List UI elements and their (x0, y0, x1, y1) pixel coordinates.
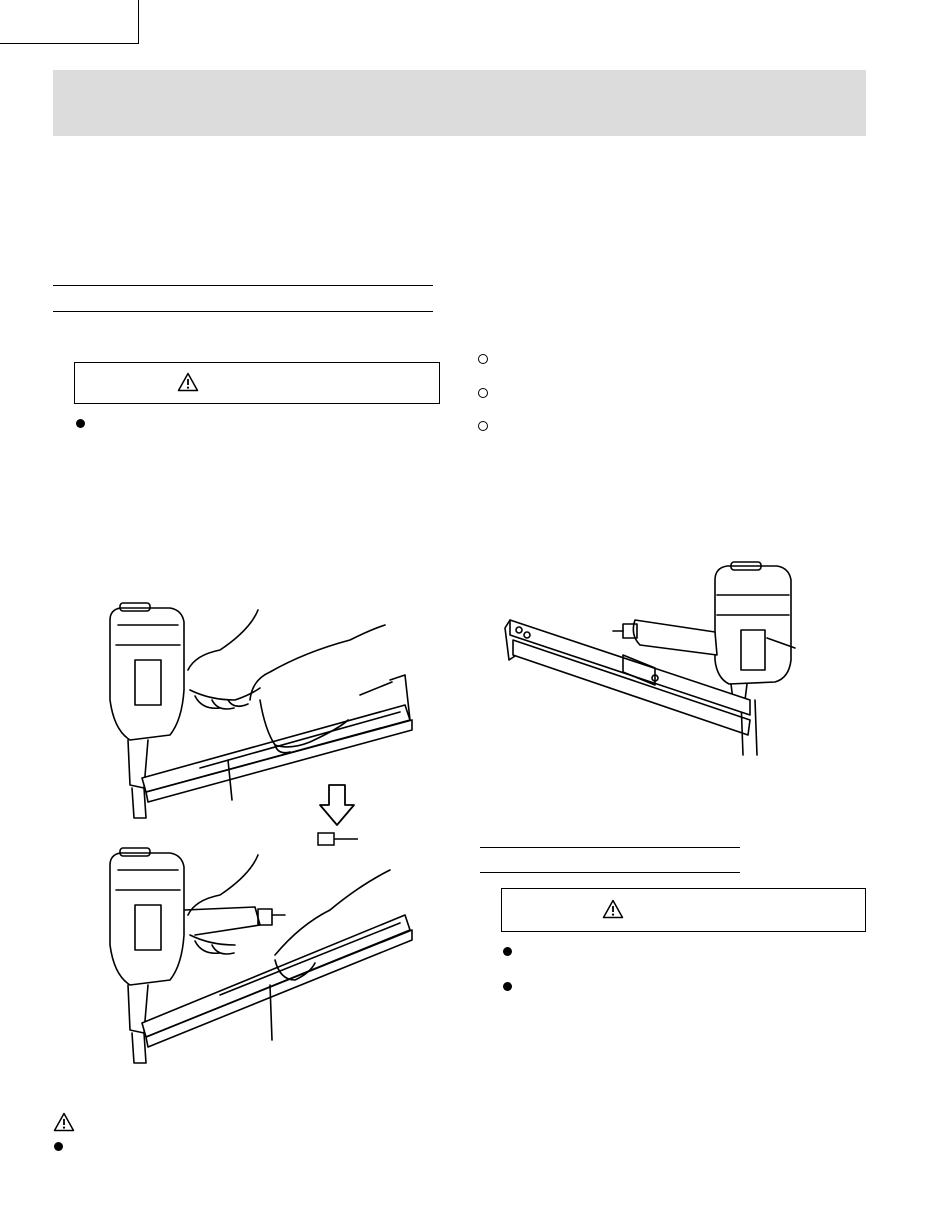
list-ring-icon (478, 421, 488, 431)
page-tab-box (0, 0, 139, 44)
section-rule-bottom-right (480, 872, 740, 873)
list-ring-icon (478, 354, 488, 364)
bullet-dot-icon (76, 419, 85, 428)
section-rule-top-right (480, 847, 740, 848)
warning-triangle-icon (177, 372, 199, 392)
section-header-band (53, 70, 866, 136)
bullet-dot-icon (503, 947, 512, 956)
nailer-side-view-illustration (505, 560, 805, 760)
bullet-dot-icon (503, 982, 512, 991)
section-rule-top (53, 285, 433, 286)
list-ring-icon (478, 388, 488, 398)
section-rule-bottom (53, 311, 433, 312)
nail-loading-illustration-top (100, 600, 420, 825)
warning-triangle-icon (602, 899, 624, 919)
bullet-dot-icon (54, 1142, 63, 1151)
down-arrow-icon (318, 783, 358, 853)
warning-triangle-icon (53, 1112, 75, 1132)
caution-box-left (74, 362, 440, 404)
nail-loading-illustration-bottom (100, 845, 420, 1070)
caution-box-right (501, 888, 866, 932)
